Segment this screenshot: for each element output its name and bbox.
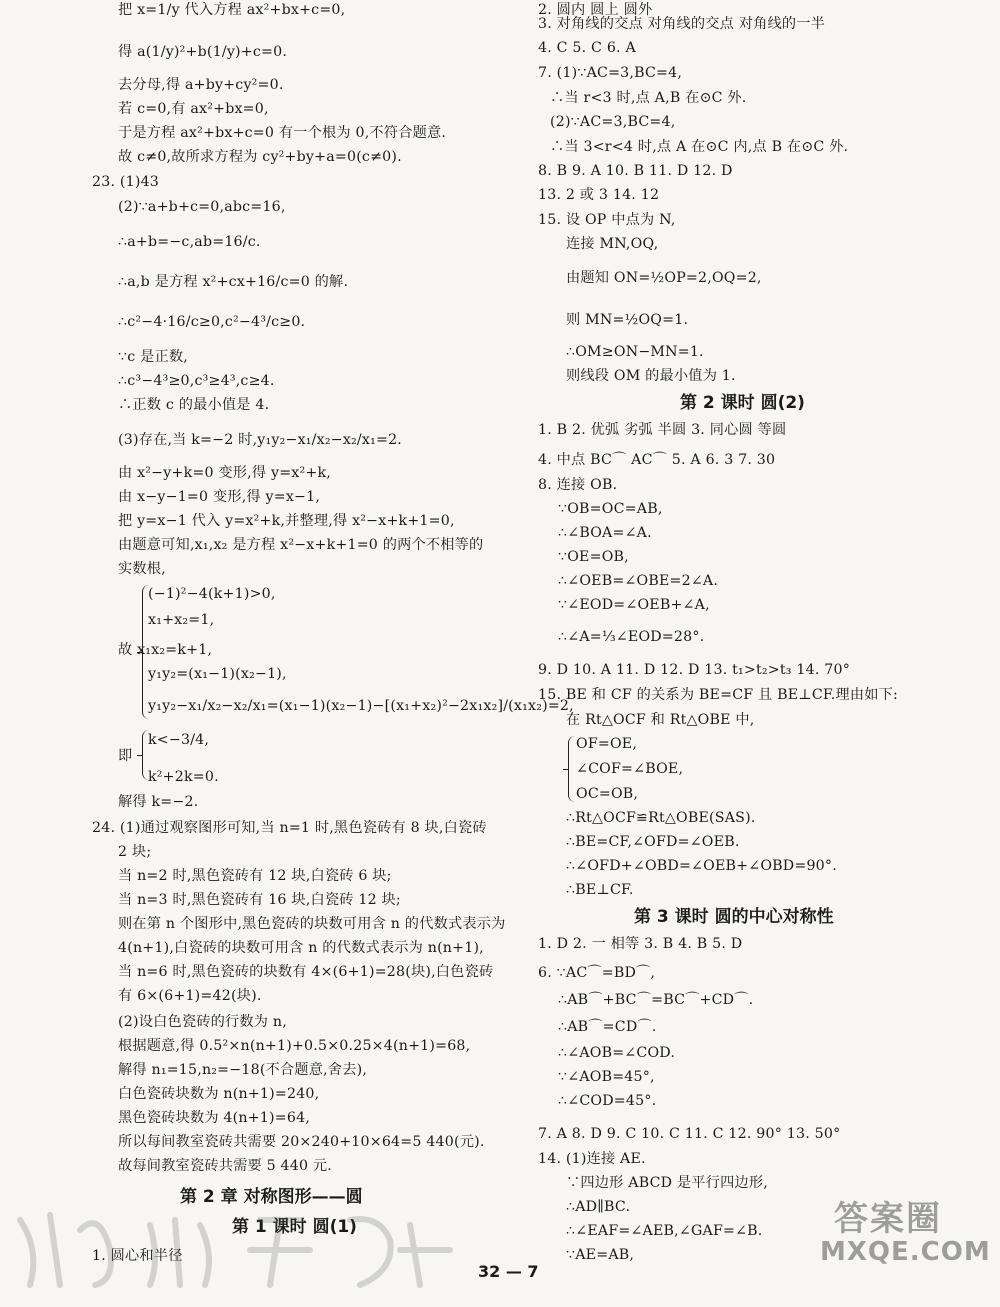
- text-line: 4(n+1),白瓷砖的块数可用含 n 的代数式表示为 n(n+1),: [118, 940, 484, 956]
- text-line: 7. (1)∵AC=3,BC=4,: [538, 65, 683, 81]
- text-line: ∴AD∥BC.: [566, 1199, 631, 1215]
- text-line: 3. 对角线的交点 对角线的交点 对角线的一半: [538, 16, 826, 32]
- text-line: 13. 2 或 3 14. 12: [538, 187, 660, 203]
- text-line: 若 c=0,有 ax²+bx=0,: [118, 101, 269, 117]
- text-line: ∵∠AOB=45°,: [558, 1069, 655, 1085]
- text-line: 当 n=6 时,黑色瓷砖的块数有 4×(6+1)=28(块),白色瓷砖: [118, 964, 494, 980]
- text-line: ∵四边形 ABCD 是平行四边形,: [566, 1175, 768, 1191]
- text-line: 由 x²−y+k=0 变形,得 y=x²+k,: [118, 465, 331, 481]
- text-line: ∴c³−4³≥0,c³≥4³,c≥4.: [118, 373, 275, 389]
- text-line: ∴a+b=−c,ab=16/c.: [118, 234, 261, 250]
- text-line: ∴AB⌒=CD⌒.: [558, 1019, 657, 1035]
- page-number: 32 — 7: [478, 1262, 539, 1281]
- question-23: 23. (1)43: [92, 174, 160, 190]
- text-line: ∴∠AOB=∠COD.: [558, 1045, 676, 1061]
- text-line: ∴OM≥ON−MN=1.: [566, 344, 704, 360]
- text-line: 15. 设 OP 中点为 N,: [538, 212, 676, 228]
- watermark-strokes-icon: [0, 1190, 470, 1289]
- text-line: 1. 圆心和半径: [92, 1248, 183, 1264]
- text-line: y₁y₂−x₁/x₂−x₂/x₁=(x₁−1)(x₂−1)−[(x₁+x₂)²−2x₁x₂]/(x₁x₂)=2,: [148, 698, 574, 714]
- text-line: 根据题意,得 0.5²×n(n+1)+0.5×0.25×4(n+1)=68,: [118, 1038, 471, 1054]
- lesson-3-heading: 第 3 课时 圆的中心对称性: [634, 907, 834, 927]
- text-line: y₁y₂=(x₁−1)(x₂−1),: [148, 666, 287, 682]
- chapter-title: 第 2 章 对称图形——圆: [180, 1187, 363, 1207]
- text-line: 故 c≠0,故所求方程为 cy²+by+a=0(c≠0).: [118, 149, 402, 165]
- system-brace: [568, 736, 575, 802]
- text-line: ∴∠BOA=∠A.: [558, 525, 652, 541]
- text-line: ∴当 r<3 时,点 A,B 在⊙C 外.: [550, 90, 747, 106]
- text-line: ∴当 3<r<4 时,点 A 在⊙C 内,点 B 在⊙C 外.: [550, 139, 849, 155]
- text-line: 9. D 10. A 11. D 12. D 13. t₁>t₂>t₃ 14. 70°: [538, 662, 851, 678]
- text-line: ∵OB=OC=AB,: [558, 501, 663, 517]
- text-line: 当 n=2 时,黑色瓷砖有 12 块,白瓷砖 6 块;: [118, 868, 392, 884]
- text-line: 2. 圆内 圆上 圆外: [538, 2, 653, 18]
- text-line: 白色瓷砖块数为 n(n+1)=240,: [118, 1086, 320, 1102]
- text-line: OF=OE,: [576, 736, 638, 752]
- text-line: (2)∵a+b+c=0,abc=16,: [118, 199, 286, 215]
- text-line: 解得 k=−2.: [118, 794, 199, 810]
- logo-text: 答案圈: [834, 1199, 942, 1239]
- text-line: 4. 中点 BC⌒ AC⌒ 5. A 6. 3 7. 30: [538, 452, 776, 468]
- text-line: ∴BE⊥CF.: [566, 882, 634, 898]
- text-line: 所以每间教室瓷砖共需要 20×240+10×64=5 440(元).: [118, 1134, 485, 1150]
- text-line: 得 a(1/y)²+b(1/y)+c=0.: [118, 44, 288, 60]
- text-line: 由 x−y−1=0 变形,得 y=x−1,: [118, 489, 321, 505]
- text-line: 去分母,得 a+by+cy²=0.: [118, 77, 284, 93]
- text-line: 有 6×(6+1)=42(块).: [118, 988, 262, 1004]
- lesson-title: 第 1 课时 圆(1): [232, 1217, 357, 1237]
- text-line: 把 x=1/y 代入方程 ax²+bx+c=0,: [118, 2, 346, 18]
- text-line: ∴Rt△OCF≌Rt△OBE(SAS).: [566, 810, 756, 826]
- text-line: ∴正数 c 的最小值是 4.: [118, 397, 270, 413]
- text-line: ∴∠COD=45°.: [558, 1093, 657, 1109]
- logo-url: MXQE.COM: [820, 1237, 991, 1267]
- text-line: ∵OE=OB,: [558, 549, 629, 565]
- text-line: 连接 MN,OQ,: [566, 236, 659, 252]
- text-line: 则在第 n 个图形中,黑色瓷砖的块数可用含 n 的代数式表示为: [118, 916, 506, 932]
- text-line: 实数根,: [118, 561, 166, 577]
- text-line: k²+2k=0.: [148, 769, 219, 785]
- text-line: 把 y=x−1 代入 y=x²+k,并整理,得 x²−x+k+1=0,: [118, 513, 455, 529]
- text-line: ∴c²−4·16/c≥0,c²−4³/c≥0.: [118, 314, 306, 330]
- watermark: [0, 1190, 470, 1289]
- text-line: ∴BE=CF,∠OFD=∠OEB.: [566, 834, 740, 850]
- text-line: 当 n=3 时,黑色瓷砖有 16 块,白瓷砖 12 块;: [118, 892, 401, 908]
- text-line: 8. 连接 OB.: [538, 477, 618, 493]
- text-line: ∴a,b 是方程 x²+cx+16/c=0 的解.: [118, 274, 349, 290]
- text-line: 1. D 2. 一 相等 3. B 4. B 5. D: [538, 936, 743, 952]
- text-line: 8. B 9. A 10. B 11. D 12. D: [538, 163, 733, 179]
- text-line: k<−3/4,: [148, 732, 210, 748]
- text-line: ∴∠OEB=∠OBE=2∠A.: [558, 573, 719, 589]
- text-line: x₁+x₂=1,: [148, 612, 215, 628]
- text-line: 解得 n₁=15,n₂=−18(不合题意,舍去),: [118, 1062, 368, 1078]
- text-line: ∵c 是正数,: [118, 349, 188, 365]
- text-line: 1. B 2. 优弧 劣弧 半圆 3. 同心圆 等圆: [538, 422, 787, 438]
- text-line: ∵∠EOD=∠OEB+∠A,: [558, 597, 710, 613]
- text-line: ∵AE=AB,: [566, 1247, 635, 1263]
- text-line: OC=OB,: [576, 786, 639, 802]
- text-line: 14. (1)连接 AE.: [538, 1151, 646, 1167]
- text-line: 7. A 8. D 9. C 10. C 11. C 12. 90° 13. 50°: [538, 1126, 841, 1142]
- text-line: 15. BE 和 CF 的关系为 BE=CF 且 BE⊥CF.理由如下:: [538, 687, 898, 703]
- text-line: 即: [118, 748, 133, 764]
- text-line: ∠COF=∠BOE,: [576, 761, 684, 777]
- text-line: 6. ∵AC⌒=BD⌒,: [538, 965, 656, 981]
- text-line: 2 块;: [118, 844, 152, 860]
- text-line: 于是方程 ax²+bx+c=0 有一个根为 0,不符合题意.: [118, 125, 447, 141]
- lesson-2-heading: 第 2 课时 圆(2): [680, 393, 805, 413]
- text-line: ∴∠A=⅓∠EOD=28°.: [558, 629, 705, 645]
- text-line: 由题意可知,x₁,x₂ 是方程 x²−x+k+1=0 的两个不相等的: [118, 537, 484, 553]
- text-line: 黑色瓷砖块数为 4(n+1)=64,: [118, 1110, 311, 1126]
- text-line: ∴∠EAF=∠AEB,∠GAF=∠B.: [566, 1223, 763, 1239]
- text-line: (3)存在,当 k=−2 时,y₁y₂−x₁/x₂−x₂/x₁=2.: [118, 432, 403, 448]
- text-line: 故每间教室瓷砖共需要 5 440 元.: [118, 1158, 333, 1174]
- text-line: (2)设白色瓷砖的行数为 n,: [118, 1014, 287, 1030]
- text-line: 则 MN=½OQ=1.: [566, 312, 689, 328]
- site-logo: [814, 1191, 991, 1275]
- text-line: 故 x₁x₂=k+1,: [118, 642, 213, 658]
- text-line: (−1)²−4(k+1)>0,: [148, 586, 276, 602]
- text-line: 由题知 ON=½OP=2,OQ=2,: [566, 270, 762, 286]
- text-line: ∴AB⌒+BC⌒=BC⌒+CD⌒.: [558, 992, 754, 1008]
- text-line: 4. C 5. C 6. A: [538, 40, 636, 56]
- text-line: 在 Rt△OCF 和 Rt△OBE 中,: [566, 712, 755, 728]
- text-line: (2)∵AC=3,BC=4,: [550, 114, 676, 130]
- text-line: ∴∠OFD+∠OBD=∠OEB+∠OBD=90°.: [566, 858, 837, 874]
- text-line: 则线段 OM 的最小值为 1.: [566, 368, 736, 384]
- question-24: 24. (1)通过观察图形可知,当 n=1 时,黑色瓷砖有 8 块,白瓷砖: [92, 820, 487, 836]
